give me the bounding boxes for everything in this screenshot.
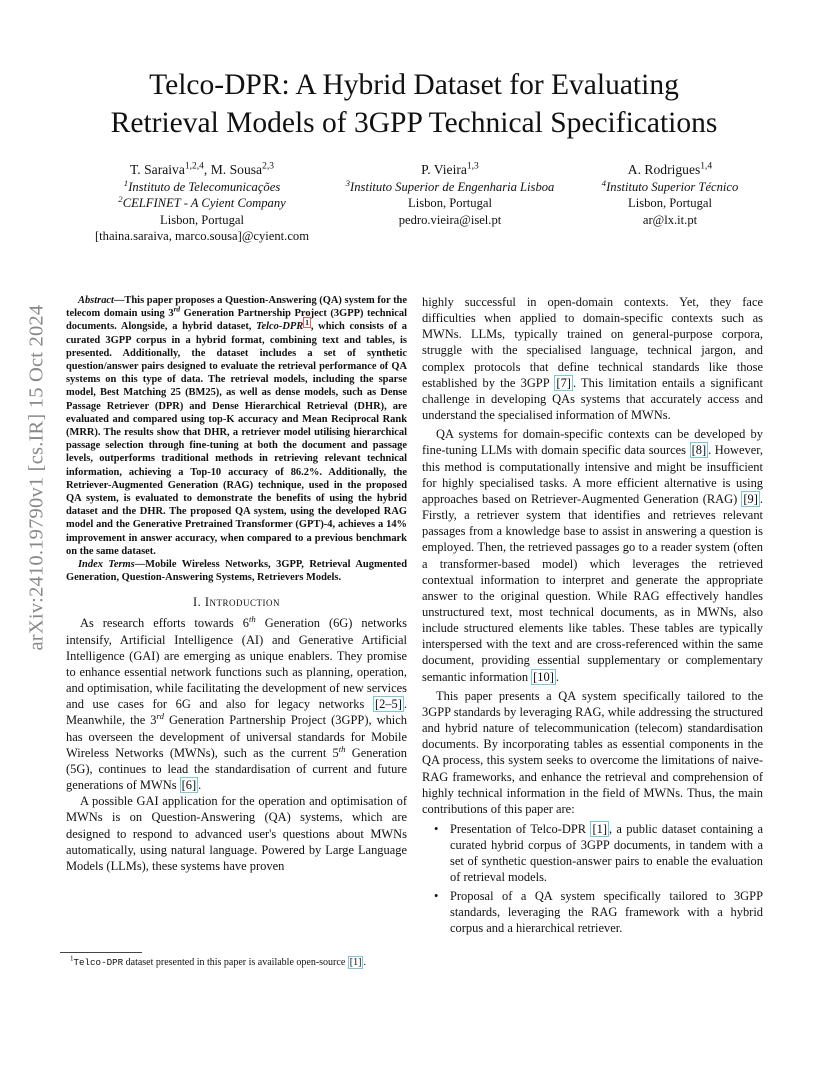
- affiliation-line: $^2$CELFINET - A Cyient Company: [118, 194, 286, 211]
- right-column: highly successful in open-domain contexts. Yet, they face difficulties when applied to domain-specific contexts such as MWNs. LLMs, typically trained on general-purpose corpora, struggle with the specialised language, technical jargon, and complex protocols that define technical standards like those established by the 3GPP [7] . This limitation entails a significant challenge in developing QAs systems that accurately access and understand the specialised information of MWNs. QA systems for domain-specific contexts can be developed by fine-tuning LLMs with domain specific data sources [8] . However, this method is computationally intensive and might be insufficient for highly specialised tasks. A more efficient alternative is using approaches based on Retriever-Augmented Generation (RAG) [9] . Firstly, a retriever system that identifies and retrieves relevant passages from a knowledge base to assist in answering a question is employed. Then, the retrieved passages go to a reader system (often a transformer-based model) which leverages the retrieved contextual information to interpret and generate the appropriate answer to the original question. While RAG effectively handles unstructured text, most technical documents, as in MWNs, also include structured elements like tables. These tables are typically interspersed with the text and are cross-referenced within the same document, providing essential supplementary or complementary semantic information [10] . This paper presents a QA system specifically tailored to the 3GPP standards by leveraging RAG, while addressing the structured and hybrid nature of telecommunication (telecom) standardisation documents. By incorporating tables as essential components in the QA process, this system seeks to overcome the limitations of naive-RAG frameworks, and enhance the retrieval and comprehension of highly technical information in the field of MWNs. Thus, the main contributions of this paper are: • Presentation of Telco-DPR [1] , a public dataset containing a curated hybrid corpus of 3GPP documents, in tandem with a set of synthetic question-answer pairs to enable the evaluation of retrieval models. • Proposal of a QA system specifically tailored to 3GPP standards, leveraging the RAG framework with a hybrid corpus and a hierarchical retriever.: [422, 294, 763, 938]
- citation-link[interactable]: [1]: [592, 822, 607, 836]
- title-line-1: Telco-DPR: A Hybrid Dataset for Evaluating: [149, 69, 679, 101]
- list-item: • Proposal of a QA system specifically tailored to 3GPP standards, leveraging the RAG framework with a hybrid corpus and a hierarchical retriever.: [422, 888, 763, 936]
- title-line-2: Retrieval Models of 3GPP Technical Specifications: [110, 107, 718, 139]
- affiliation-line: $^4$Instituto Superior Técnico: [601, 177, 739, 194]
- author-block-3: [570, 162, 770, 228]
- citation-link[interactable]: [6]: [181, 778, 197, 793]
- index-terms: Index Terms—Mobile Wireless Networks, 3GPP, Retrieval Augmented Generation, Question-Answering Systems, Retrievers Models.: [66, 559, 407, 584]
- email-line: [thaina.saraiva, marco.sousa]@cyient.com: [94, 229, 310, 244]
- paragraph: This paper presents a QA system specifically tailored to the 3GPP standards by leveraging RAG, while addressing the structured and hybrid nature of telecommunication (telecom) standardisation documents. By incorporating tables as essential components in the QA process, this system seeks to overcome the limitations of naive-RAG frameworks, and enhance the retrieval and comprehension of highly technical information in the field of MWNs. Thus, the main contributions of this paper are:: [422, 688, 763, 816]
- paragraph: A possible GAI application for the operation and optimisation of MWNs is on Question-Answering (QA) systems, which are designed to respond to advanced user's questions about MWNs automatically, using natural language. Powered by Large Language Models (LLMs), these systems have proven: [66, 794, 407, 873]
- citation-link[interactable]: [8]: [691, 443, 707, 458]
- location-line: Lisbon, Portugal: [628, 196, 712, 211]
- abstract: Abstract—This paper proposes a Question-Answering (QA) system for the telecom domain using 3rd Generation Partnership Project (3GPP) technical documents. Alongside, a hybrid dataset, Telco-DPR $^1$ , which consists of a curated 3GPP corpus in a hybrid format, combining text and tables, is presented. Additionally, the dataset includes a set of synthetic question/answer pairs designed to evaluate the retrieval performance of QA systems on this type of data. The retrieval models, including the sparse model, Best Matching 25 (BM25), as well as dense models, such as Dense Passage Retriever (DPR) and Dense Hierarchical Retrieval (DHR), are evaluated and compared using top-K accuracy and Mean Reciprocal Rank (MRR). The results show that DHR, a retriever model utilising hierarchical passage selection through fine-tuning at both the document and passage levels, outperforms traditional methods in retrieving relevant technical information, achieving a Top-10 accuracy of 86.2%. Additionally, the Retriever-Augmented Generation (RAG) technique, used in the proposed QA system, is evaluated to demonstrate the benefits of using the hybrid dataset and the DHR. The proposed QA system, using the developed RAG model and the Generative Pretrained Transformer (GPT)-4, achieves a 14% improvement in answer accuracy, when compared to a previous benchmark on the same dataset. Index Terms—Mobile Wireless Networks, 3GPP, Retrieval Augmented Generation, Question-Answering Systems, Retrievers Models.: [66, 295, 408, 584]
- arxiv-identifier: arXiv:2410.19790v1 [cs.IR] 15 Oct 2024: [25, 304, 48, 651]
- citation-link[interactable]: [2–5]: [374, 697, 402, 712]
- affiliation-line: $^1$Instituto de Telecomunicações: [123, 177, 281, 194]
- footnote-rule: [60, 952, 142, 953]
- author-names: T. Saraiva$^{1,2,4}$, M. Sousa$^{2,3}$: [130, 161, 274, 177]
- citation-link[interactable]: [1]: [349, 957, 362, 968]
- author-block-1: [72, 162, 332, 245]
- list-item: • Presentation of Telco-DPR [1] , a public dataset containing a curated hybrid corpus of 3GPP documents, in tandem with a set of synthetic question-answer pairs to enable the evaluation of retrieval models.: [422, 821, 763, 886]
- email-line: pedro.vieira@isel.pt: [398, 212, 502, 227]
- citation-link[interactable]: [9]: [743, 491, 758, 506]
- author-block-2: [330, 162, 570, 228]
- location-line: Lisbon, Portugal: [408, 196, 492, 211]
- contributions-list: [422, 821, 763, 936]
- citation-link[interactable]: [10]: [533, 669, 554, 684]
- affiliation-line: $^3$Instituto Superior de Engenharia Lisboa: [345, 177, 555, 194]
- location-line: Lisbon, Portugal: [160, 212, 244, 227]
- email-line: ar@lx.it.pt: [642, 212, 698, 227]
- footnote: $^1$Telco-DPR dataset presented in this paper is available open-source [1] .: [70, 954, 366, 968]
- left-column: [66, 294, 407, 874]
- author-names: A. Rodrigues$^{1,4}$: [627, 161, 713, 177]
- footnote-link[interactable]: 1: [305, 317, 309, 327]
- author-names: P. Vieira$^{1,3}$: [421, 161, 479, 177]
- section-heading-introduction: I. Introduction: [193, 595, 280, 610]
- citation-link[interactable]: [7]: [556, 375, 571, 390]
- intro-text-left: As research efforts towards 6th Generation (6G) networks intensify, Artificial Intelligence (AI) and Generative Artificial Intelligence (GAI) are emerging as unique enablers. They promise to enhance essential network functions such as planning, operation, and optimisation, while facilitating the development of new services and use cases for 6G and also for legacy networks [2–5] . Meanwhile, the 3rd Generation Partnership Project (3GPP), which has overseen the development of universal standards for Mobile Wireless Networks (MWNs), such as the current 5th Generation (5G), continues to lead the standardisation of current and future generations of MWNs [6] . A possible GAI application for the operation and optimisation of MWNs is on Question-Answering (QA) systems, which are designed to respond to advanced user's questions about MWNs automatically, using natural language. Powered by Large Language Models (LLMs), these systems have proven: [66, 614, 407, 873]
- paper-title: [40, 66, 788, 142]
